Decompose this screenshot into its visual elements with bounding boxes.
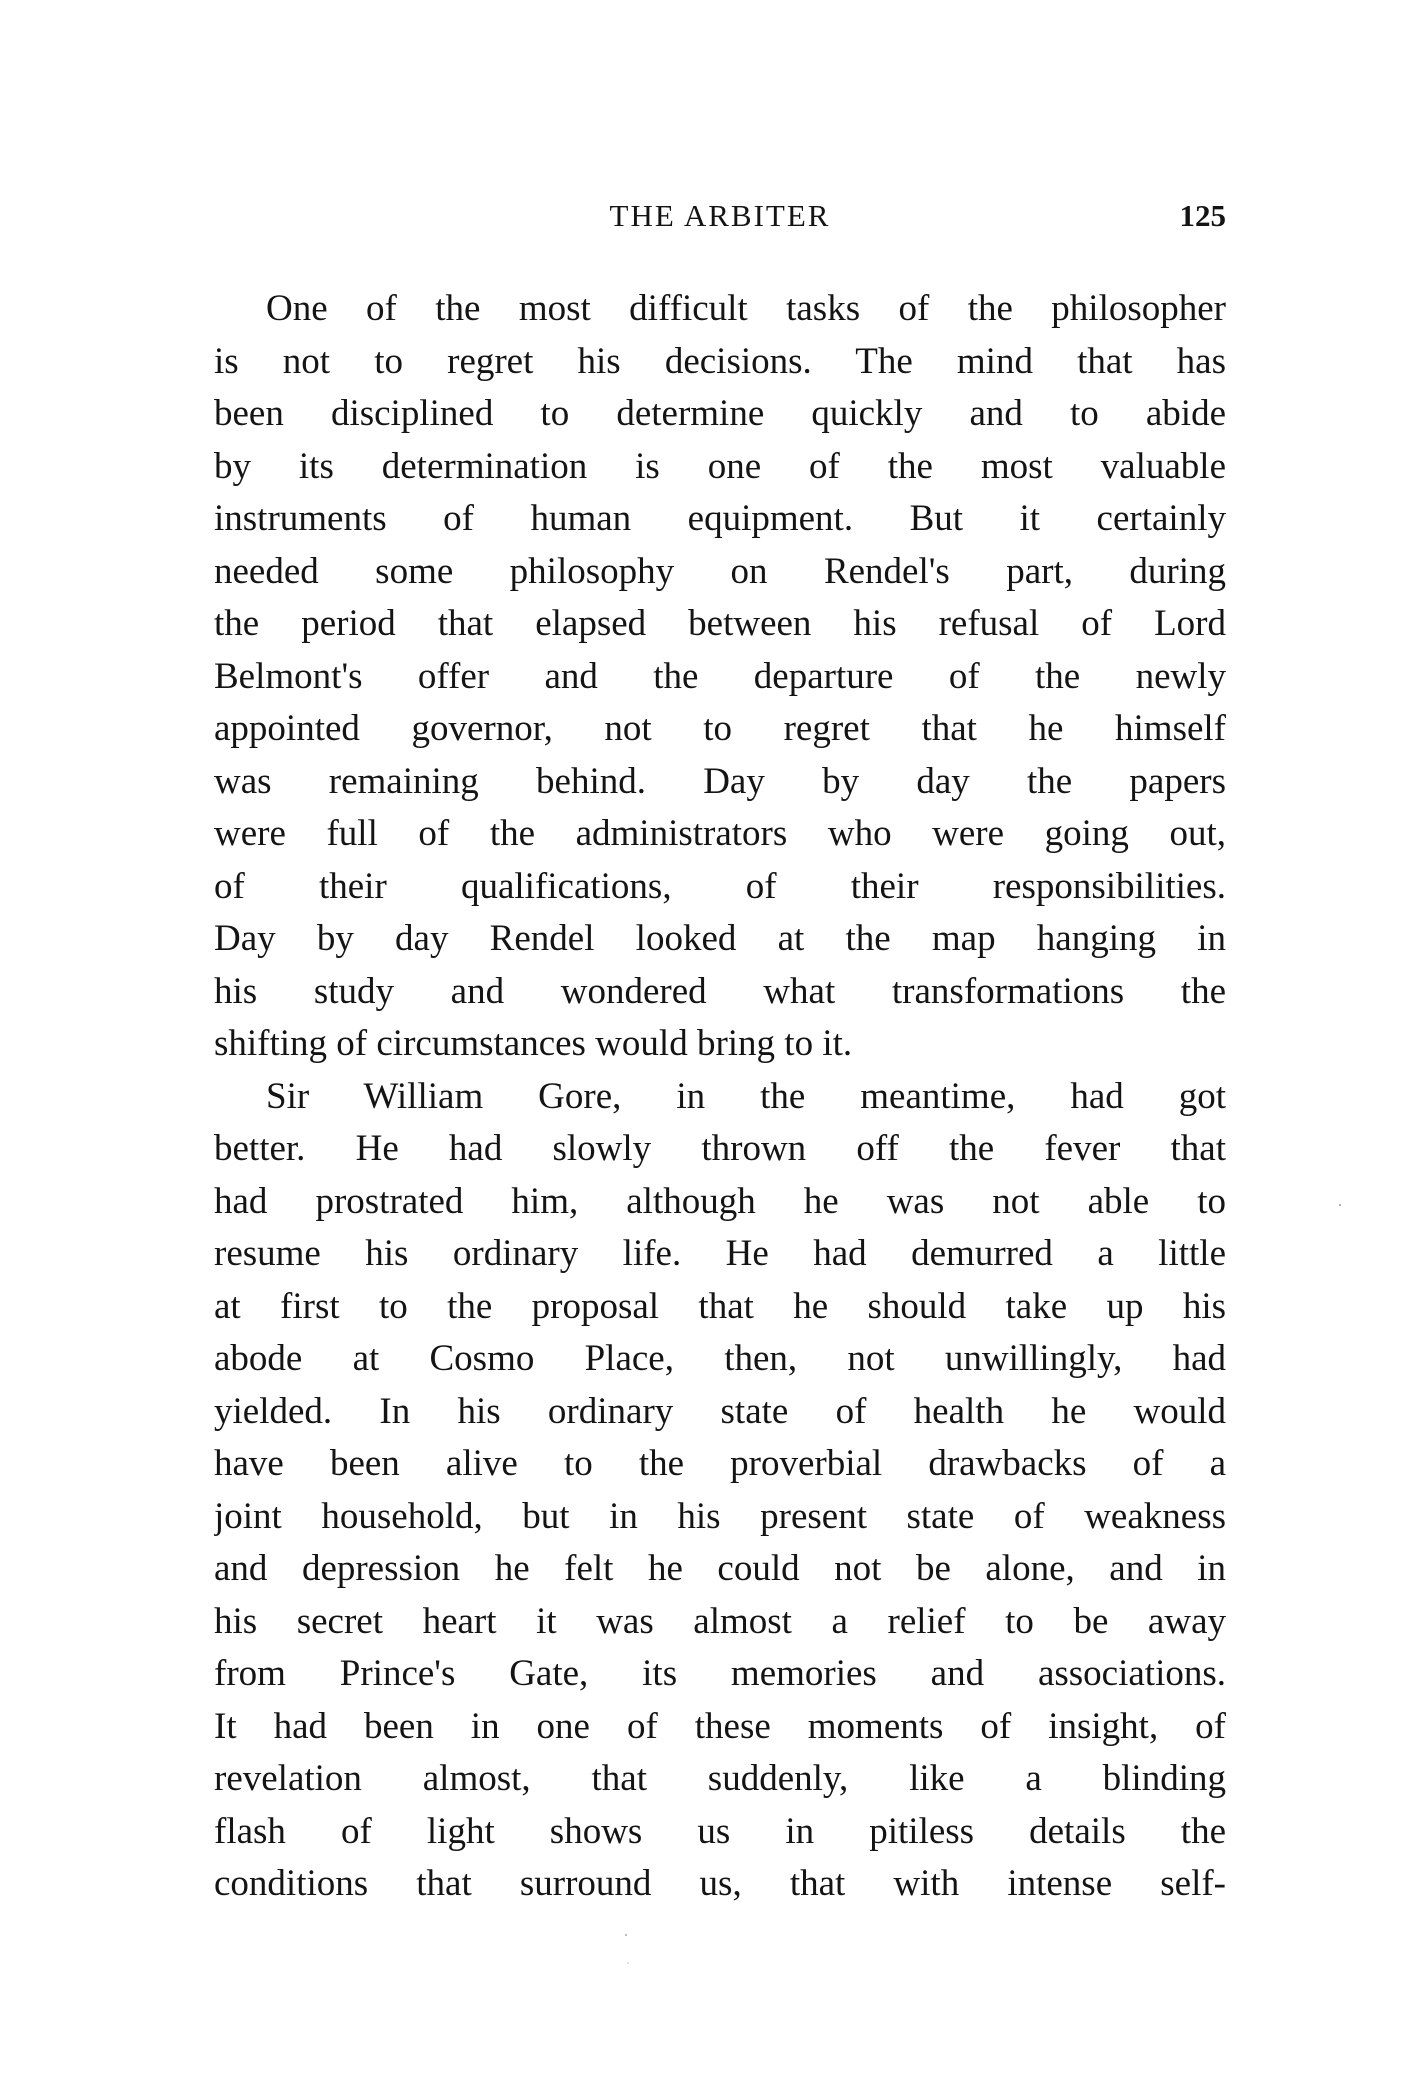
text-line: It had been in one of these moments of insight, of	[214, 1705, 1226, 1747]
text-line: at first to the proposal that he should take up his	[214, 1285, 1226, 1327]
text-line: the period that elapsed between his refusal of Lord	[214, 603, 1226, 644]
text-line: and depression he felt he could not be alone, and in	[214, 1548, 1226, 1589]
text-line: resume his ordinary life. He had demurred a little	[214, 1233, 1226, 1274]
text-line: Belmont's offer and the departure of the newly	[214, 655, 1226, 697]
text-line: his secret heart it was almost a relief to be away	[214, 1600, 1226, 1642]
text-line: Sir William Gore, in the meantime, had got	[266, 1075, 1226, 1117]
text-line: appointed governor, not to regret that he himself	[214, 708, 1226, 749]
text-line: conditions that surround us, that with intense self-	[214, 1863, 1226, 1904]
text-line: have been alive to the proverbial drawbacks of a	[214, 1443, 1226, 1484]
text-line: joint household, but in his present state of weakness	[214, 1495, 1226, 1537]
text-line: needed some philosophy on Rendel's part, during	[214, 550, 1226, 592]
text-line: better. He had slowly thrown off the fever that	[214, 1128, 1226, 1169]
text-line: by its determination is one of the most valuable	[214, 445, 1226, 487]
text-line: One of the most difficult tasks of the philosopher	[266, 288, 1226, 329]
text-line: yielded. In his ordinary state of health he would	[214, 1390, 1226, 1432]
text-line: his study and wondered what transformations the	[214, 970, 1226, 1012]
text-line: been disciplined to determine quickly and to abide	[214, 393, 1226, 434]
text-line: revelation almost, that suddenly, like a blinding	[214, 1758, 1226, 1799]
text-line: is not to regret his decisions. The mind that has	[214, 340, 1226, 382]
running-head	[214, 198, 1226, 238]
page-number: 125	[1179, 198, 1226, 233]
body-text	[214, 283, 1226, 1911]
text-line: were full of the administrators who were going out,	[214, 813, 1226, 854]
text-line: instruments of human equipment. But it certainly	[214, 498, 1226, 539]
text-line: from Prince's Gate, its memories and associations.	[214, 1653, 1226, 1694]
text-line: flash of light shows us in pitiless details the	[214, 1810, 1226, 1852]
text-line: Day by day Rendel looked at the map hanging in	[214, 918, 1226, 959]
text-line: abode at Cosmo Place, then, not unwillingly, had	[214, 1338, 1226, 1379]
paper-speck	[625, 1934, 627, 1936]
paper-speck	[627, 1962, 629, 1964]
text-line: was remaining behind. Day by day the papers	[214, 760, 1226, 802]
text-line: shifting of circumstances would bring to it.	[214, 1023, 853, 1064]
running-title: THE ARBITER	[609, 198, 831, 233]
text-line: had prostrated him, although he was not able to	[214, 1180, 1226, 1222]
text-line: of their qualifications, of their responsibilities.	[214, 865, 1226, 907]
paper-speck	[1339, 1204, 1341, 1206]
